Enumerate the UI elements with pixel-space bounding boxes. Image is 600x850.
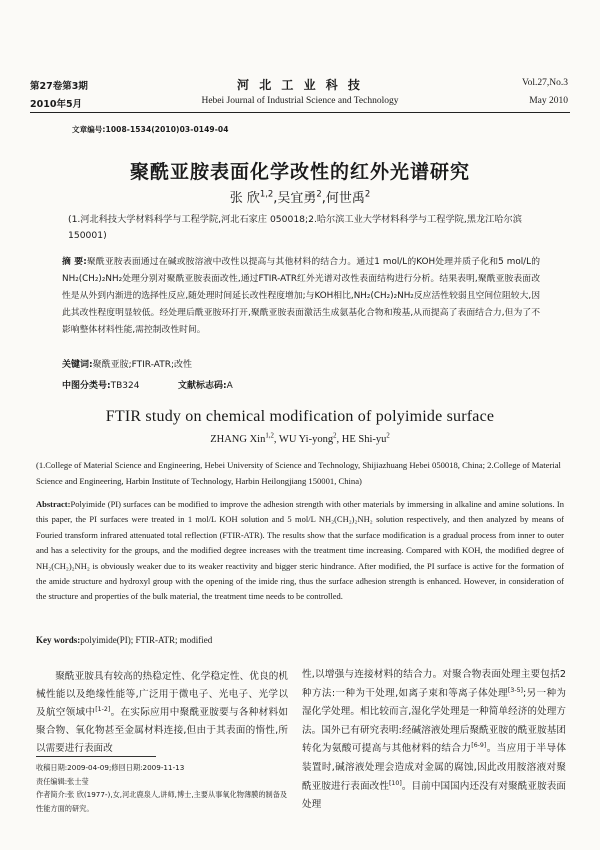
body-left-text: 聚酰亚胺具有较高的热稳定性、化学稳定性、优良的机械性能以及绝缘性能等,广泛用于微电子、光电子、光学以及航空领域中 bbox=[36, 671, 288, 718]
doc-code-value: A bbox=[226, 381, 233, 391]
body-left-column bbox=[36, 668, 288, 758]
footnote-editor: 责任编辑:张士莹 bbox=[36, 776, 89, 786]
body-right-text-1: 性,以增强与连接材料的结合力。对聚合物表面处理主要包括2种方法:一种为干处理,如离子束和等离子体处理 bbox=[302, 669, 566, 699]
clc-value: TB324 bbox=[110, 381, 140, 391]
date-en: May 2010 bbox=[529, 96, 568, 106]
document-code bbox=[178, 378, 233, 391]
citation-6-9: [6-9] bbox=[471, 742, 487, 750]
abstract-text-cn: 聚酰亚胺表面通过在碱或胺溶液中改性以提高与其他材料的结合力。通过1 mol/L的KOH处理并质子化和5 mol/L的NH₂(CH₂)₂NH₂处理分别对聚酰亚胺表面改性,通过FTIR-ATR红外光谱对改性表面结构进行分析。结果表明,聚酰亚胺表面改性是从外到内渐进的选择性反应,随处理时间延长改性程度增加;与KOH相比,NH₂(CH₂)₂NH₂反应活性较弱且空间位阻较大,因此其改性程度明显较低。经处理后酰亚胺环打开,聚酰亚胺表面激活生成氨基化合物和羧基,从而提高了表面结合力,但为了不影响整体材料性能,需控制改性时间。 bbox=[62, 257, 540, 335]
keywords-en bbox=[36, 635, 212, 645]
keywords-label-cn: 关键词: bbox=[62, 360, 93, 370]
title-en: FTIR study on chemical modification of polyimide surface bbox=[105, 408, 495, 425]
volume-issue-cn: 第27卷第3期 bbox=[30, 81, 88, 92]
author-2-affil-cn: 2 bbox=[316, 188, 322, 199]
abstract-en bbox=[36, 497, 564, 605]
date-cn: 2010年5月 bbox=[30, 99, 83, 110]
footnote bbox=[36, 761, 288, 815]
clc-number bbox=[62, 378, 139, 391]
affiliation-en: (1.College of Material Science and Engineering, Hebei University of Science and Technology, Shijiazhuang Hebei 050018, China; 2.College of Material Science and Engineering, Harbin Institute of Technology, Harbin Heilongjiang 150001, China) bbox=[36, 460, 561, 486]
clc-label: 中图分类号: bbox=[62, 381, 111, 391]
journal-title-cn: 河 北 工 业 科 技 bbox=[237, 78, 363, 92]
abstract-text-en: Polyimide (PI) surfaces can be modified to improve the adhesion strength with other materials by immersing in alkaline and amine solutions. In this paper, the PI surfaces were treated in 1 mol/L KOH solution and 5 mol/L NH₂(CH₂)₂NH₂ solution respectively, and then analyzed by means of Fouried transform infrared attenuated total reflection (FTIR-ATR). The results show that the surface modification is a gradual process from inner to outer and has a selectivity for the groups, and the modified degree increases with the treatment time increasing. Compared with KOH, the modified degree of NH₂(CH₂)₂NH₂ is obviously weaker due to its weaker reactivity and bigger steric hindrance. After modified, the PI surface is active for the formation of the amide structure and hydroxyl group with the opening of the imide ring, thus the surface adhesion strength is enhanced. However, in consideration of the structure and properties of the bulk material, the treatment time needs to be controlled. bbox=[36, 499, 564, 602]
authors-cn bbox=[0, 187, 600, 206]
volume-issue-en: Vol.27,No.3 bbox=[521, 78, 568, 88]
footnote-rule bbox=[36, 756, 156, 757]
abstract-label-en: Abstract: bbox=[36, 499, 71, 509]
footnote-bio: 作者简介:张 欣(1977-),女,河北鹿泉人,讲师,博士,主要从事氧化物薄膜的制备及性能方面的研究。 bbox=[36, 790, 288, 813]
author-1-affil-cn: 1,2 bbox=[259, 188, 274, 199]
authors-en bbox=[0, 434, 600, 445]
body-right-column bbox=[302, 666, 566, 815]
body-right-text-4: 。目前中国国内还没有对聚酰亚胺表面处理 bbox=[302, 780, 567, 811]
keywords-text-cn: 聚酰亚胺;FTIR-ATR;改性 bbox=[92, 360, 192, 370]
author-3-cn: ,何世禹 bbox=[321, 191, 365, 206]
keywords-text-en: polyimide(PI); FTIR-ATR; modified bbox=[80, 635, 213, 645]
author-2-cn: ,吴宜勇 bbox=[273, 191, 317, 206]
author-1-en: ZHANG Xin bbox=[210, 434, 266, 445]
citation-3-5: [3-5] bbox=[507, 686, 523, 694]
title-cn: 聚酰亚胺表面化学改性的红外光谱研究 bbox=[129, 161, 470, 183]
abstract-cn bbox=[62, 254, 540, 339]
author-3-affil-cn: 2 bbox=[364, 188, 371, 199]
author-2-en: , WU Yi-yong bbox=[273, 434, 334, 445]
author-1-cn: 张 欣 bbox=[229, 191, 260, 206]
article-number: 文章编号:1008-1534(2010)03-0149-04 bbox=[72, 125, 229, 134]
author-3-affil-en: 2 bbox=[386, 432, 390, 440]
keywords-label-en: Key words: bbox=[36, 635, 81, 645]
journal-title-en: Hebei Journal of Industrial Science and Technology bbox=[201, 96, 399, 106]
body-left-text-cont: 。在实际应用中聚酰亚胺要与各种材料如聚合物、氧化物甚至金属材料连接,但由于其表面的惰性,所以需要进行表面改 bbox=[36, 707, 288, 754]
keywords-cn bbox=[62, 357, 192, 370]
affiliation-cn: (1.河北科技大学材料科学与工程学院,河北石家庄 050018;2.哈尔滨工业大学材料科学与工程学院,黑龙江哈尔滨 150001) bbox=[68, 214, 522, 241]
author-2-affil-en: 2 bbox=[333, 432, 337, 440]
abstract-label-cn: 摘 要: bbox=[62, 257, 87, 267]
header-rule bbox=[30, 112, 570, 113]
author-3-en: , HE Shi-yu bbox=[336, 434, 387, 445]
citation-10: [10] bbox=[388, 779, 402, 787]
body-right-text-2: ;另一种为湿化学处理。相比较而言,湿化学处理是一种简单经济的处理方法。国外已有研究表明:经碱溶液处理后聚酰亚胺的酰亚胺基团转化为氨酸可提高与其他材料的结合力 bbox=[302, 687, 567, 755]
footnote-received: 收稿日期:2009-04-09;修回日期:2009-11-13 bbox=[36, 763, 185, 772]
author-1-affil-en: 1,2 bbox=[265, 432, 274, 440]
body-right-text-3: 。当应用于半导体装置时,碱溶液处理会造成对金属的腐蚀,因此改用胺溶液对聚酰亚胺进行表面改性 bbox=[302, 743, 567, 792]
citation-1-2: [1-2] bbox=[95, 705, 111, 713]
doc-code-label: 文献标志码: bbox=[178, 381, 227, 391]
